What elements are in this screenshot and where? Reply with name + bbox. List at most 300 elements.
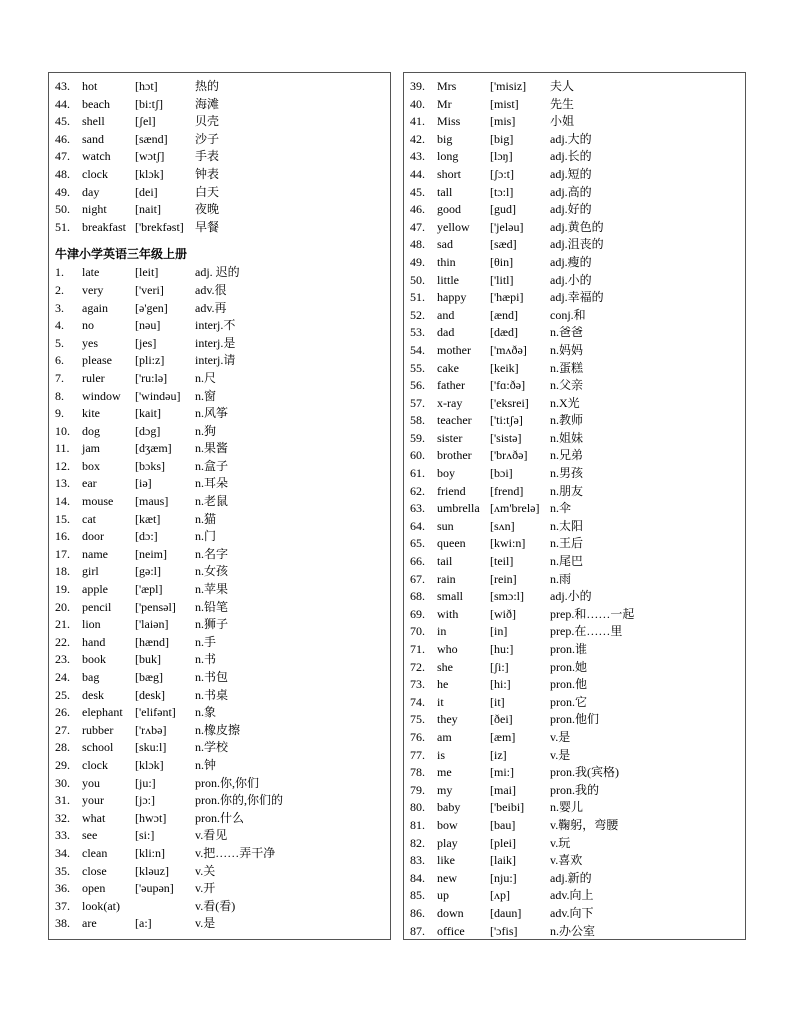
entry-number: 25. <box>55 687 70 702</box>
entry-number: 24. <box>55 670 70 684</box>
entry-phonetic: [frend] <box>490 483 524 498</box>
entry-phonetic: [bau] <box>490 817 516 832</box>
entry-phonetic: ['misiz] <box>490 79 527 93</box>
entry-number: 46. <box>55 131 70 146</box>
entry-word: watch <box>82 149 111 164</box>
entry-phonetic: [daun] <box>490 905 522 920</box>
entry-word: school <box>82 740 114 755</box>
entry-meaning: v.看(看) <box>195 898 236 913</box>
entry-word: long <box>437 149 459 164</box>
entry-word: down <box>437 905 464 920</box>
entry-number: 53. <box>410 325 425 340</box>
entry-meaning: adj.大的 <box>550 131 592 146</box>
entry-phonetic: [nait] <box>135 202 161 217</box>
entry-number: 50. <box>55 202 70 217</box>
entry-meaning: n.果酱 <box>195 441 229 456</box>
entry-word: yes <box>82 335 98 350</box>
entry-word: rain <box>437 571 456 586</box>
entry-meaning: n.名字 <box>195 546 229 561</box>
entry-number: 5. <box>55 335 64 350</box>
entry-phonetic: [in] <box>490 624 508 639</box>
entry-phonetic: ['litl] <box>490 272 514 287</box>
entry-meaning: n.耳朵 <box>195 476 229 491</box>
vocab-entry <box>49 863 390 881</box>
vocab-entry <box>49 131 390 149</box>
entry-phonetic: ['veri] <box>135 282 164 297</box>
entry-number: 11. <box>55 441 70 456</box>
entry-number: 77. <box>410 747 425 762</box>
entry-phonetic: [kli:n] <box>135 845 165 860</box>
vocab-entry <box>49 634 390 652</box>
vocab-entry <box>404 782 745 800</box>
entry-number: 34. <box>55 845 70 860</box>
entry-meaning: n.苹果 <box>195 582 229 597</box>
vocab-column-right <box>403 72 746 940</box>
entry-meaning: adj.小的 <box>550 272 592 287</box>
entry-phonetic: [ʌp] <box>490 888 510 903</box>
entry-number: 78. <box>410 765 425 780</box>
entry-number: 16. <box>55 529 70 544</box>
entry-number: 61. <box>410 466 425 481</box>
entry-number: 82. <box>410 835 425 850</box>
vocab-entry <box>404 78 745 96</box>
entry-meaning: 白天 <box>195 184 220 199</box>
entry-number: 37. <box>55 898 70 913</box>
entry-meaning: 贝壳 <box>195 114 220 129</box>
vocab-entry <box>49 388 390 406</box>
entry-word: window <box>82 388 121 403</box>
entry-phonetic: [θin] <box>490 254 514 269</box>
entry-phonetic: [iə] <box>135 476 152 491</box>
entry-word: sad <box>437 237 453 252</box>
vocab-entry <box>49 458 390 476</box>
entry-meaning: n.蛋糕 <box>550 360 584 375</box>
entry-meaning: 沙子 <box>195 131 220 146</box>
vocab-entry <box>49 370 390 388</box>
entry-meaning: n.老鼠 <box>195 494 229 509</box>
vocab-entry <box>404 747 745 765</box>
entry-meaning: v.开 <box>195 881 216 896</box>
entry-number: 40. <box>410 96 425 111</box>
entry-phonetic: [kæt] <box>135 511 161 526</box>
entry-phonetic: [dei] <box>135 184 158 199</box>
vocab-entry <box>404 641 745 659</box>
entry-meaning: n.门 <box>195 529 217 544</box>
entry-meaning: 先生 <box>550 96 575 111</box>
entry-meaning: adv.向上 <box>550 888 594 903</box>
vocab-entry <box>404 571 745 589</box>
entry-meaning: n.婴儿 <box>550 800 584 815</box>
entry-meaning: n.尺 <box>195 370 217 385</box>
entry-number: 33. <box>55 828 70 843</box>
entry-phonetic: ['ru:lə] <box>135 370 168 385</box>
entry-number: 69. <box>410 606 425 621</box>
entry-number: 62. <box>410 483 425 498</box>
entry-phonetic: ['rʌbə] <box>135 722 167 737</box>
entry-meaning: n.学校 <box>195 740 229 755</box>
entry-meaning: n.父亲 <box>550 378 584 393</box>
entry-number: 84. <box>410 870 425 885</box>
entry-meaning: n.窗 <box>195 388 217 403</box>
entry-number: 66. <box>410 554 425 569</box>
entry-phonetic: ['beibi] <box>490 800 525 815</box>
entry-number: 52. <box>410 307 425 322</box>
vocab-entry <box>404 676 745 694</box>
entry-phonetic: ['æpl] <box>135 582 163 597</box>
entry-number: 67. <box>410 571 425 586</box>
entry-meaning: n.尾巴 <box>550 554 584 569</box>
entry-number: 71. <box>410 642 425 656</box>
entry-number: 47. <box>410 219 425 234</box>
entry-word: Miss <box>437 114 461 129</box>
entry-phonetic: [iz] <box>490 747 507 762</box>
vocab-entry <box>49 511 390 529</box>
vocab-entry <box>49 300 390 318</box>
vocab-entry <box>404 553 745 571</box>
vocab-entry <box>404 148 745 166</box>
entry-number: 76. <box>410 729 425 744</box>
entry-number: 19. <box>55 582 70 597</box>
entry-number: 85. <box>410 888 425 903</box>
entry-phonetic: [a:] <box>135 916 152 931</box>
entry-number: 41. <box>410 114 425 129</box>
entry-word: beach <box>82 96 110 111</box>
vocab-entry <box>404 588 745 606</box>
entry-meaning: interj.请 <box>195 353 236 368</box>
section-title: 牛津小学英语三年级上册 <box>55 247 188 262</box>
entry-meaning: pron.它 <box>550 694 587 709</box>
entry-word: happy <box>437 290 467 305</box>
entry-word: tall <box>437 184 453 199</box>
vocab-entry <box>49 687 390 705</box>
entry-phonetic: [dæd] <box>490 325 518 340</box>
entry-word: little <box>437 272 459 287</box>
entry-phonetic: [lɔŋ] <box>490 149 513 164</box>
vocab-entry <box>404 289 745 307</box>
entry-phonetic: [dɔg] <box>135 423 161 438</box>
vocab-column-left <box>48 72 391 940</box>
entry-meaning: adj.黄色的 <box>550 219 604 234</box>
entry-number: 26. <box>55 705 70 720</box>
entry-word: kite <box>82 406 100 421</box>
entry-phonetic: [sʌn] <box>490 518 515 533</box>
vocab-entry <box>404 254 745 272</box>
vocab-entry <box>49 317 390 335</box>
entry-meaning: prep.和……一起 <box>550 606 635 621</box>
vocab-entry <box>404 870 745 888</box>
entry-number: 54. <box>410 342 425 357</box>
entry-meaning: n.雨 <box>550 571 572 586</box>
entry-word: sun <box>437 518 454 533</box>
vocab-entry <box>404 817 745 835</box>
entry-number: 86. <box>410 905 425 920</box>
entry-number: 70. <box>410 624 425 639</box>
entry-word: and <box>437 307 455 322</box>
entry-phonetic: [maus] <box>135 494 169 509</box>
vocab-entry <box>404 360 745 378</box>
entry-phonetic: [ʌm'brelə] <box>490 501 540 516</box>
entry-number: 7. <box>55 370 64 385</box>
entry-meaning: adj.好的 <box>550 202 592 217</box>
vocab-entry <box>404 465 745 483</box>
entry-phonetic: ['pensəl] <box>135 599 176 614</box>
entry-word: father <box>437 378 465 393</box>
vocab-entry <box>404 430 745 448</box>
entry-meaning: n.狮子 <box>195 617 229 632</box>
entry-word: again <box>82 300 108 315</box>
entry-word: cake <box>437 360 459 375</box>
entry-word: hot <box>82 79 98 93</box>
entry-phonetic: [jɔ:] <box>135 793 155 808</box>
entry-word: book <box>82 652 106 667</box>
vocab-entry <box>49 581 390 599</box>
entry-meaning: adj. 迟的 <box>195 265 240 280</box>
entry-meaning: conj.和 <box>550 307 586 322</box>
vocab-entry <box>404 184 745 202</box>
entry-word: x-ray <box>437 395 463 410</box>
entry-phonetic: [gə:l] <box>135 564 161 579</box>
vocab-entry <box>49 827 390 845</box>
entry-number: 75. <box>410 712 425 727</box>
entry-meaning: n.女孩 <box>195 564 229 579</box>
entry-word: shell <box>82 114 105 129</box>
entry-number: 87. <box>410 923 425 938</box>
entry-phonetic: [dʒæm] <box>135 441 172 456</box>
entry-number: 51. <box>55 219 70 234</box>
entry-word: ear <box>82 476 97 491</box>
entry-phonetic: [bɔi] <box>490 466 513 481</box>
entry-number: 49. <box>410 254 425 269</box>
entry-phonetic: [jes] <box>135 335 157 350</box>
entry-word: no <box>82 318 94 333</box>
entry-phonetic: [keik] <box>490 360 519 375</box>
vocab-entry <box>49 201 390 219</box>
entry-word: elephant <box>82 705 123 720</box>
entry-phonetic: ['brʌðə] <box>490 448 528 463</box>
vocab-entry <box>404 272 745 290</box>
entry-phonetic: [ʃɔ:t] <box>490 166 514 181</box>
entry-word: brother <box>437 448 472 463</box>
entry-phonetic: [mist] <box>490 96 519 111</box>
entry-phonetic: [smɔ:l] <box>490 589 524 604</box>
entry-word: what <box>82 810 106 825</box>
entry-meaning: adj.短的 <box>550 166 592 181</box>
entry-meaning: adj.小的 <box>550 589 592 604</box>
entry-word: good <box>437 202 461 217</box>
entry-meaning: 热的 <box>195 79 220 93</box>
entry-meaning: n.铅笔 <box>195 599 229 614</box>
vocab-entry <box>49 898 390 916</box>
entry-meaning: pron.他们 <box>550 712 599 727</box>
entry-phonetic: ['jeləu] <box>490 219 524 234</box>
entry-phonetic: [bɔks] <box>135 458 165 473</box>
entry-phonetic: ['ti:tʃə] <box>490 413 523 428</box>
entry-number: 73. <box>410 677 425 692</box>
entry-meaning: n.兄弟 <box>550 448 584 463</box>
entry-meaning: 早餐 <box>195 219 220 234</box>
entry-number: 17. <box>55 546 70 561</box>
entry-number: 51. <box>410 290 425 305</box>
entry-word: clean <box>82 845 108 860</box>
entry-phonetic: [kləuz] <box>135 863 169 878</box>
entry-word: late <box>82 265 100 280</box>
entry-number: 42. <box>410 131 425 146</box>
entry-phonetic: [bi:tʃ] <box>135 96 163 111</box>
entry-word: with <box>437 606 459 621</box>
vocab-entry <box>404 729 745 747</box>
entry-meaning: n.姐妹 <box>550 430 584 445</box>
vocab-entry <box>404 131 745 149</box>
entry-word: friend <box>437 483 466 498</box>
vocab-list-right <box>404 78 745 940</box>
entry-meaning: pron.谁 <box>550 642 587 656</box>
vocab-list-left <box>49 78 390 933</box>
vocab-entry <box>49 546 390 564</box>
entry-word: new <box>437 870 457 885</box>
entry-number: 80. <box>410 800 425 815</box>
vocab-entry <box>404 96 745 114</box>
entry-word: door <box>82 529 104 544</box>
vocab-entry <box>404 518 745 536</box>
entry-word: tail <box>437 554 453 569</box>
entry-word: who <box>437 642 458 656</box>
vocab-entry <box>49 792 390 810</box>
entry-word: in <box>437 624 447 639</box>
entry-word: jam <box>82 441 100 456</box>
entry-phonetic: [nəu] <box>135 318 161 333</box>
entry-word: am <box>437 729 452 744</box>
entry-phonetic: [ʃel] <box>135 114 156 129</box>
vocab-entry <box>404 201 745 219</box>
vocab-entry <box>404 219 745 237</box>
entry-meaning: 小姐 <box>550 114 575 129</box>
entry-number: 58. <box>410 413 425 428</box>
entry-meaning: n.伞 <box>550 501 572 516</box>
entry-word: hand <box>82 634 106 649</box>
entry-word: ruler <box>82 370 105 385</box>
entry-word: please <box>82 353 112 368</box>
entry-word: short <box>437 166 461 181</box>
vocab-entry <box>49 423 390 441</box>
entry-phonetic: [dɔ:] <box>135 529 158 544</box>
entry-phonetic: [ju:] <box>135 775 156 790</box>
vocab-entry <box>404 166 745 184</box>
entry-word: are <box>82 916 97 931</box>
vocab-entry <box>404 447 745 465</box>
entry-word: me <box>437 765 452 780</box>
entry-word: box <box>82 458 100 473</box>
entry-phonetic: [mai] <box>490 782 516 797</box>
entry-number: 27. <box>55 722 70 737</box>
entry-meaning: n.朋友 <box>550 483 584 498</box>
entry-meaning: prep.在……里 <box>550 624 623 639</box>
entry-number: 83. <box>410 853 425 868</box>
entry-phonetic: [gud] <box>490 202 516 217</box>
entry-phonetic: [wɔtʃ] <box>135 149 165 164</box>
entry-number: 28. <box>55 740 70 755</box>
entry-phonetic: [hɔt] <box>135 79 158 93</box>
vocab-entry <box>404 711 745 729</box>
entry-meaning: v.是 <box>195 916 216 931</box>
entry-phonetic: [pli:z] <box>135 353 165 368</box>
entry-meaning: n.手 <box>195 634 217 649</box>
entry-phonetic: [sæd] <box>490 237 517 252</box>
vocab-entry <box>404 535 745 553</box>
entry-number: 29. <box>55 757 70 772</box>
entry-number: 48. <box>410 237 425 252</box>
vocab-entry <box>404 377 745 395</box>
entry-phonetic: [sænd] <box>135 131 168 146</box>
entry-word: close <box>82 863 107 878</box>
entry-word: boy <box>437 466 455 481</box>
vocab-entry <box>49 880 390 898</box>
entry-word: clock <box>82 757 108 772</box>
vocab-entry <box>49 739 390 757</box>
vocab-entry <box>49 405 390 423</box>
entry-meaning: n.书桌 <box>195 687 229 702</box>
entry-meaning: 夜晚 <box>195 202 220 217</box>
entry-meaning: adv.向下 <box>550 905 594 920</box>
entry-number: 23. <box>55 652 70 667</box>
section-heading <box>49 236 390 264</box>
entry-meaning: n.橡皮擦 <box>195 722 241 737</box>
entry-phonetic: [plei] <box>490 835 516 850</box>
entry-number: 30. <box>55 775 70 790</box>
entry-word: girl <box>82 564 99 579</box>
entry-word: see <box>82 828 98 843</box>
entry-word: cat <box>82 511 96 526</box>
vocab-entry <box>404 887 745 905</box>
entry-word: dad <box>437 325 455 340</box>
entry-word: small <box>437 589 463 604</box>
entry-meaning: v.鞠躬，弯腰 <box>550 817 619 832</box>
entry-word: mother <box>437 342 471 357</box>
vocab-entry <box>404 500 745 518</box>
entry-number: 8. <box>55 388 64 403</box>
vocab-entry <box>49 475 390 493</box>
entry-phonetic: ['brekfəst] <box>135 219 184 234</box>
entry-phonetic: ['sistə] <box>490 430 522 445</box>
vocab-entry <box>404 113 745 131</box>
entry-phonetic: [hænd] <box>135 634 169 649</box>
entry-phonetic: [buk] <box>135 652 161 667</box>
entry-number: 44. <box>55 96 70 111</box>
entry-meaning: v.是 <box>550 747 571 762</box>
vocab-entry <box>49 113 390 131</box>
entry-number: 21. <box>55 617 70 632</box>
entry-phonetic: [neim] <box>135 546 167 561</box>
entry-meaning: 手表 <box>195 149 220 164</box>
entry-word: open <box>82 881 106 896</box>
entry-word: breakfast <box>82 219 126 234</box>
vocab-entry <box>49 669 390 687</box>
entry-number: 1. <box>55 265 64 280</box>
entry-number: 79. <box>410 782 425 797</box>
entry-number: 65. <box>410 536 425 551</box>
entry-phonetic: [tɔ:l] <box>490 184 514 199</box>
vocab-entry <box>49 282 390 300</box>
vocab-entry <box>49 148 390 166</box>
entry-meaning: n.盒子 <box>195 458 229 473</box>
entry-word: sand <box>82 131 104 146</box>
entry-meaning: v.看见 <box>195 828 228 843</box>
entry-word: you <box>82 775 100 790</box>
entry-meaning: n.教师 <box>550 413 584 428</box>
vocab-entry <box>49 335 390 353</box>
vocab-entry <box>49 845 390 863</box>
entry-number: 46. <box>410 202 425 217</box>
entry-number: 74. <box>410 694 425 709</box>
